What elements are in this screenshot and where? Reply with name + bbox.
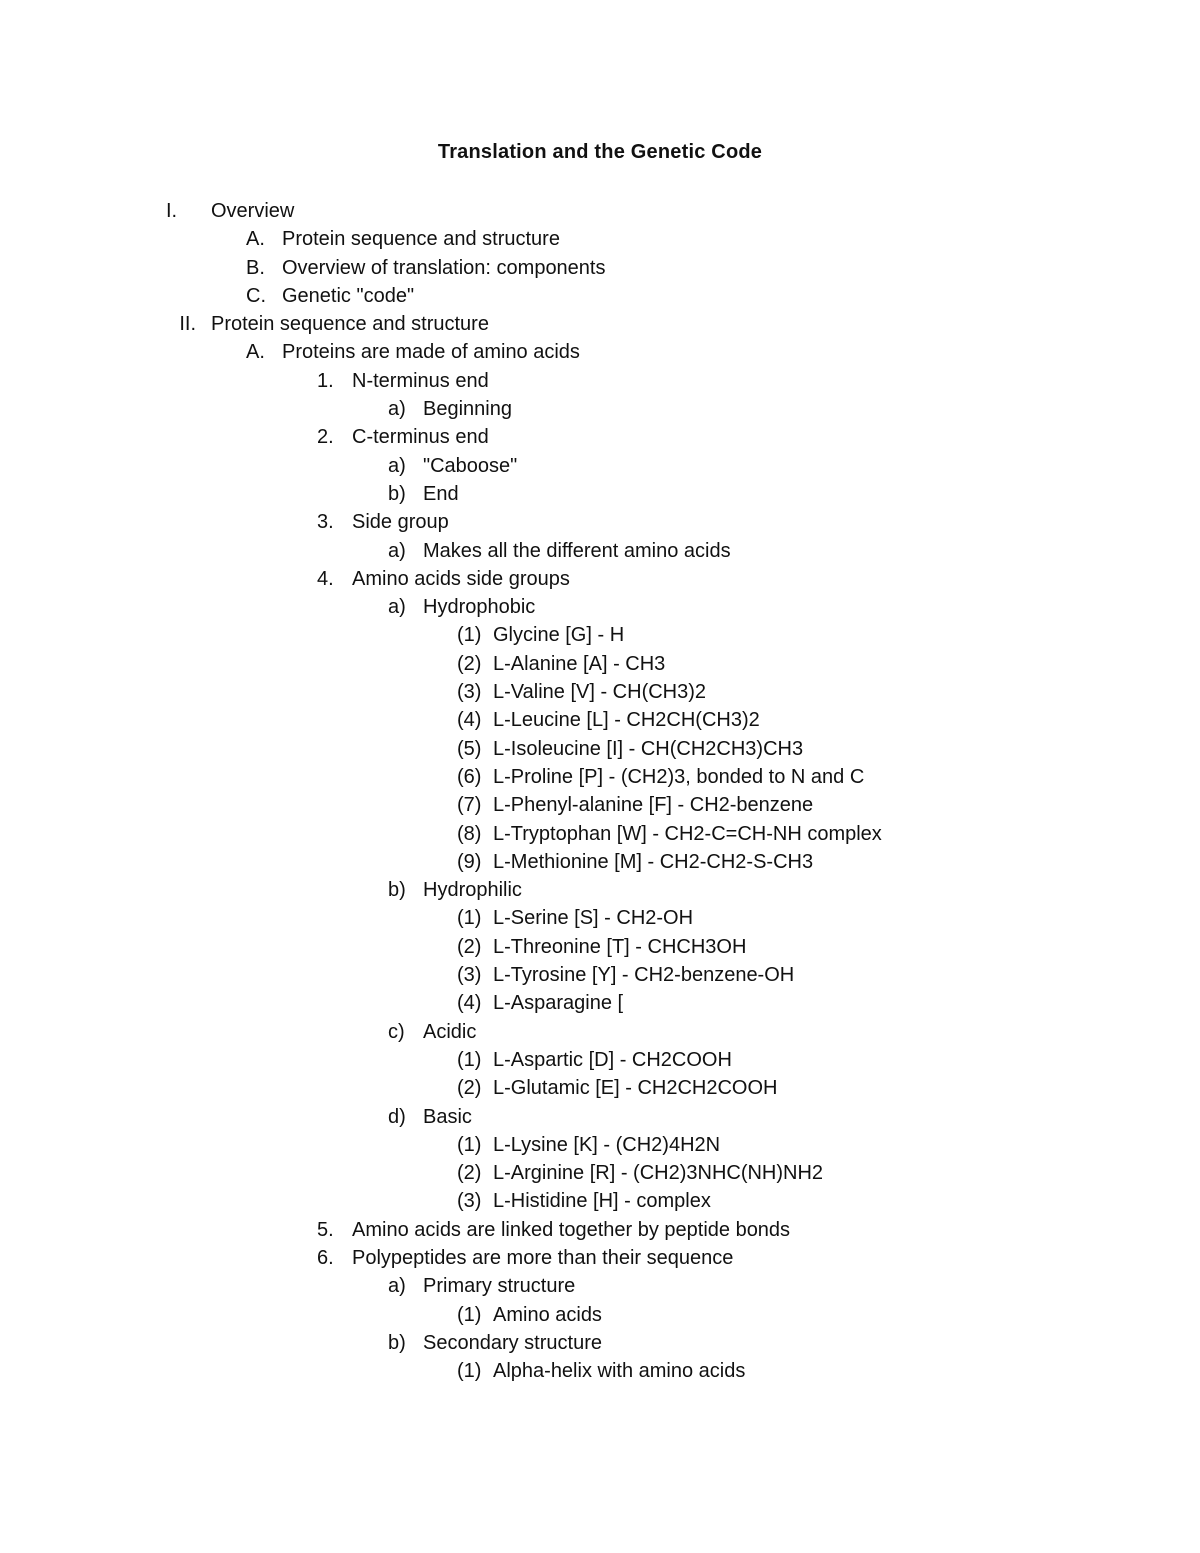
outline-item-level-4 [0, 904, 1200, 932]
outline-marker: (1) [457, 1048, 482, 1071]
outline-marker: (1) [457, 1360, 482, 1383]
outline-text: Alpha-helix with amino acids [493, 1360, 746, 1383]
outline-item-level-1 [0, 225, 1200, 253]
outline-marker: 4. [317, 567, 334, 590]
outline-marker: (2) [457, 1162, 482, 1185]
outline-item-level-4 [0, 933, 1200, 961]
outline-marker: d) [388, 1105, 406, 1128]
outline-marker: (5) [457, 737, 482, 760]
outline-item-level-3 [0, 1103, 1200, 1131]
outline-list [0, 197, 1200, 1385]
outline-item-level-3 [0, 395, 1200, 423]
outline-text: Overview [211, 200, 295, 222]
outline-item-level-3 [0, 1329, 1200, 1357]
outline-item-level-4 [0, 1159, 1200, 1187]
outline-text: Side group [352, 511, 449, 534]
outline-item-level-4 [0, 989, 1200, 1017]
outline-text: L-Glutamic [E] - CH2CH2COOH [493, 1077, 778, 1100]
outline-item-level-4 [0, 820, 1200, 848]
outline-text: L-Serine [S] - CH2-OH [493, 907, 694, 930]
outline-text: Protein sequence and structure [282, 228, 560, 251]
outline-text: Beginning [423, 398, 512, 421]
outline-item-level-4 [0, 763, 1200, 791]
outline-marker: A. [246, 228, 265, 251]
outline-text: Acidic [423, 1020, 477, 1043]
outline-marker: b) [388, 482, 406, 505]
outline-text: L-Valine [V] - CH(CH3)2 [493, 681, 707, 704]
outline-text: L-Methionine [M] - CH2-CH2-S-CH3 [493, 850, 814, 873]
outline-marker: (1) [457, 624, 482, 647]
outline-marker: (1) [457, 1303, 482, 1326]
outline-marker: (3) [457, 964, 482, 987]
outline-item-level-1 [0, 282, 1200, 310]
outline-item-level-4 [0, 706, 1200, 734]
outline-text: Proteins are made of amino acids [282, 341, 580, 364]
outline-text: L-Threonine [T] - CHCH3OH [493, 935, 747, 958]
outline-marker: 2. [317, 426, 334, 449]
outline-text: L-Proline [P] - (CH2)3, bonded to N and C [493, 765, 865, 788]
outline-item-level-2 [0, 565, 1200, 593]
outline-marker: (6) [457, 765, 482, 788]
outline-marker: II. [179, 313, 196, 336]
outline-marker: (2) [457, 1077, 482, 1100]
outline-marker: B. [246, 256, 265, 279]
outline-marker: 6. [317, 1246, 334, 1269]
outline-item-level-4 [0, 735, 1200, 763]
outline-marker: I. [166, 200, 178, 222]
outline-text: L-Arginine [R] - (CH2)3NHC(NH)NH2 [493, 1162, 824, 1185]
outline-marker: a) [388, 1275, 406, 1298]
outline-item-level-4 [0, 678, 1200, 706]
outline-item-level-4 [0, 791, 1200, 819]
outline-text: Amino acids are linked together by peptide bonds [352, 1218, 791, 1241]
outline-marker: C. [246, 284, 266, 307]
outline-marker: b) [388, 879, 406, 902]
outline-item-level-3 [0, 537, 1200, 565]
outline-item-level-3 [0, 1018, 1200, 1046]
outline-text: Overview of translation: components [282, 256, 606, 279]
outline-text: L-Alanine [A] - CH3 [493, 652, 666, 675]
outline-text: L-Tryptophan [W] - CH2-C=CH-NH complex [493, 822, 882, 845]
outline-item-level-4 [0, 1046, 1200, 1074]
outline-item-level-0 [0, 310, 1200, 338]
outline-item-level-3 [0, 593, 1200, 621]
outline-marker: a) [388, 539, 406, 562]
outline-item-level-4 [0, 621, 1200, 649]
outline-text: Polypeptides are more than their sequence [352, 1246, 734, 1269]
outline-item-level-3 [0, 480, 1200, 508]
outline-text: L-Lysine [K] - (CH2)4H2N [493, 1133, 721, 1156]
outline-marker: (3) [457, 1190, 482, 1213]
outline-marker: (1) [457, 907, 482, 930]
outline-text: End [423, 482, 459, 505]
outline-item-level-2 [0, 1216, 1200, 1244]
outline-text: C-terminus end [352, 426, 489, 449]
outline-text: Secondary structure [423, 1331, 602, 1354]
outline-text: Hydrophobic [423, 596, 536, 619]
outline-item-level-2 [0, 423, 1200, 451]
outline-marker: (2) [457, 935, 482, 958]
outline-text: L-Isoleucine [I] - CH(CH2CH3)CH3 [493, 737, 804, 760]
outline-item-level-2 [0, 508, 1200, 536]
outline-marker: (9) [457, 850, 482, 873]
outline-text: L-Tyrosine [Y] - CH2-benzene-OH [493, 964, 795, 987]
outline-item-level-4 [0, 1131, 1200, 1159]
outline-text: L-Phenyl-alanine [F] - CH2-benzene [493, 794, 814, 817]
outline-text: Glycine [G] - H [493, 624, 625, 647]
outline-item-level-3 [0, 876, 1200, 904]
outline-item-level-3 [0, 452, 1200, 480]
outline-marker: a) [388, 398, 406, 421]
outline-text: Basic [423, 1105, 472, 1128]
outline-text: "Caboose" [423, 454, 518, 477]
outline-text: L-Histidine [H] - complex [493, 1190, 711, 1213]
outline-text: N-terminus end [352, 369, 489, 392]
outline-marker: a) [388, 596, 406, 619]
outline-text: Amino acids side groups [352, 567, 570, 590]
outline-text: Primary structure [423, 1275, 576, 1298]
outline-text: L-Aspartic [D] - CH2COOH [493, 1048, 732, 1071]
outline-marker: 3. [317, 511, 334, 534]
outline-item-level-4 [0, 1301, 1200, 1329]
outline-item-level-4 [0, 848, 1200, 876]
outline-marker: a) [388, 454, 406, 477]
outline-item-level-2 [0, 1244, 1200, 1272]
outline-text: L-Asparagine [ [493, 992, 624, 1015]
outline-text: L-Leucine [L] - CH2CH(CH3)2 [493, 709, 760, 732]
outline-item-level-4 [0, 961, 1200, 989]
outline-text: Protein sequence and structure [211, 313, 489, 336]
outline-text: Hydrophilic [423, 879, 522, 902]
outline-item-level-4 [0, 1074, 1200, 1102]
outline-marker: (2) [457, 652, 482, 675]
outline-marker: (8) [457, 822, 482, 845]
outline-marker: b) [388, 1331, 406, 1354]
outline-item-level-0 [0, 197, 1200, 225]
page-title: Translation and the Genetic Code [437, 141, 763, 163]
outline-marker: (1) [457, 1133, 482, 1156]
outline-marker: A. [246, 341, 265, 364]
outline-item-level-3 [0, 1272, 1200, 1300]
outline-item-level-2 [0, 367, 1200, 395]
outline-marker: (7) [457, 794, 482, 817]
outline-item-level-1 [0, 338, 1200, 366]
outline-item-level-4 [0, 1187, 1200, 1215]
outline-item-level-4 [0, 650, 1200, 678]
outline-text: Genetic "code" [282, 284, 415, 307]
outline-marker: (4) [457, 709, 482, 732]
outline-marker: (4) [457, 992, 482, 1015]
outline-marker: 1. [317, 369, 334, 392]
outline-text: Amino acids [493, 1303, 602, 1326]
outline-marker: c) [388, 1020, 405, 1043]
outline-text: Makes all the different amino acids [423, 539, 731, 562]
outline-marker: 5. [317, 1218, 334, 1241]
outline-marker: (3) [457, 681, 482, 704]
outline-item-level-1 [0, 254, 1200, 282]
outline-item-level-4 [0, 1357, 1200, 1385]
